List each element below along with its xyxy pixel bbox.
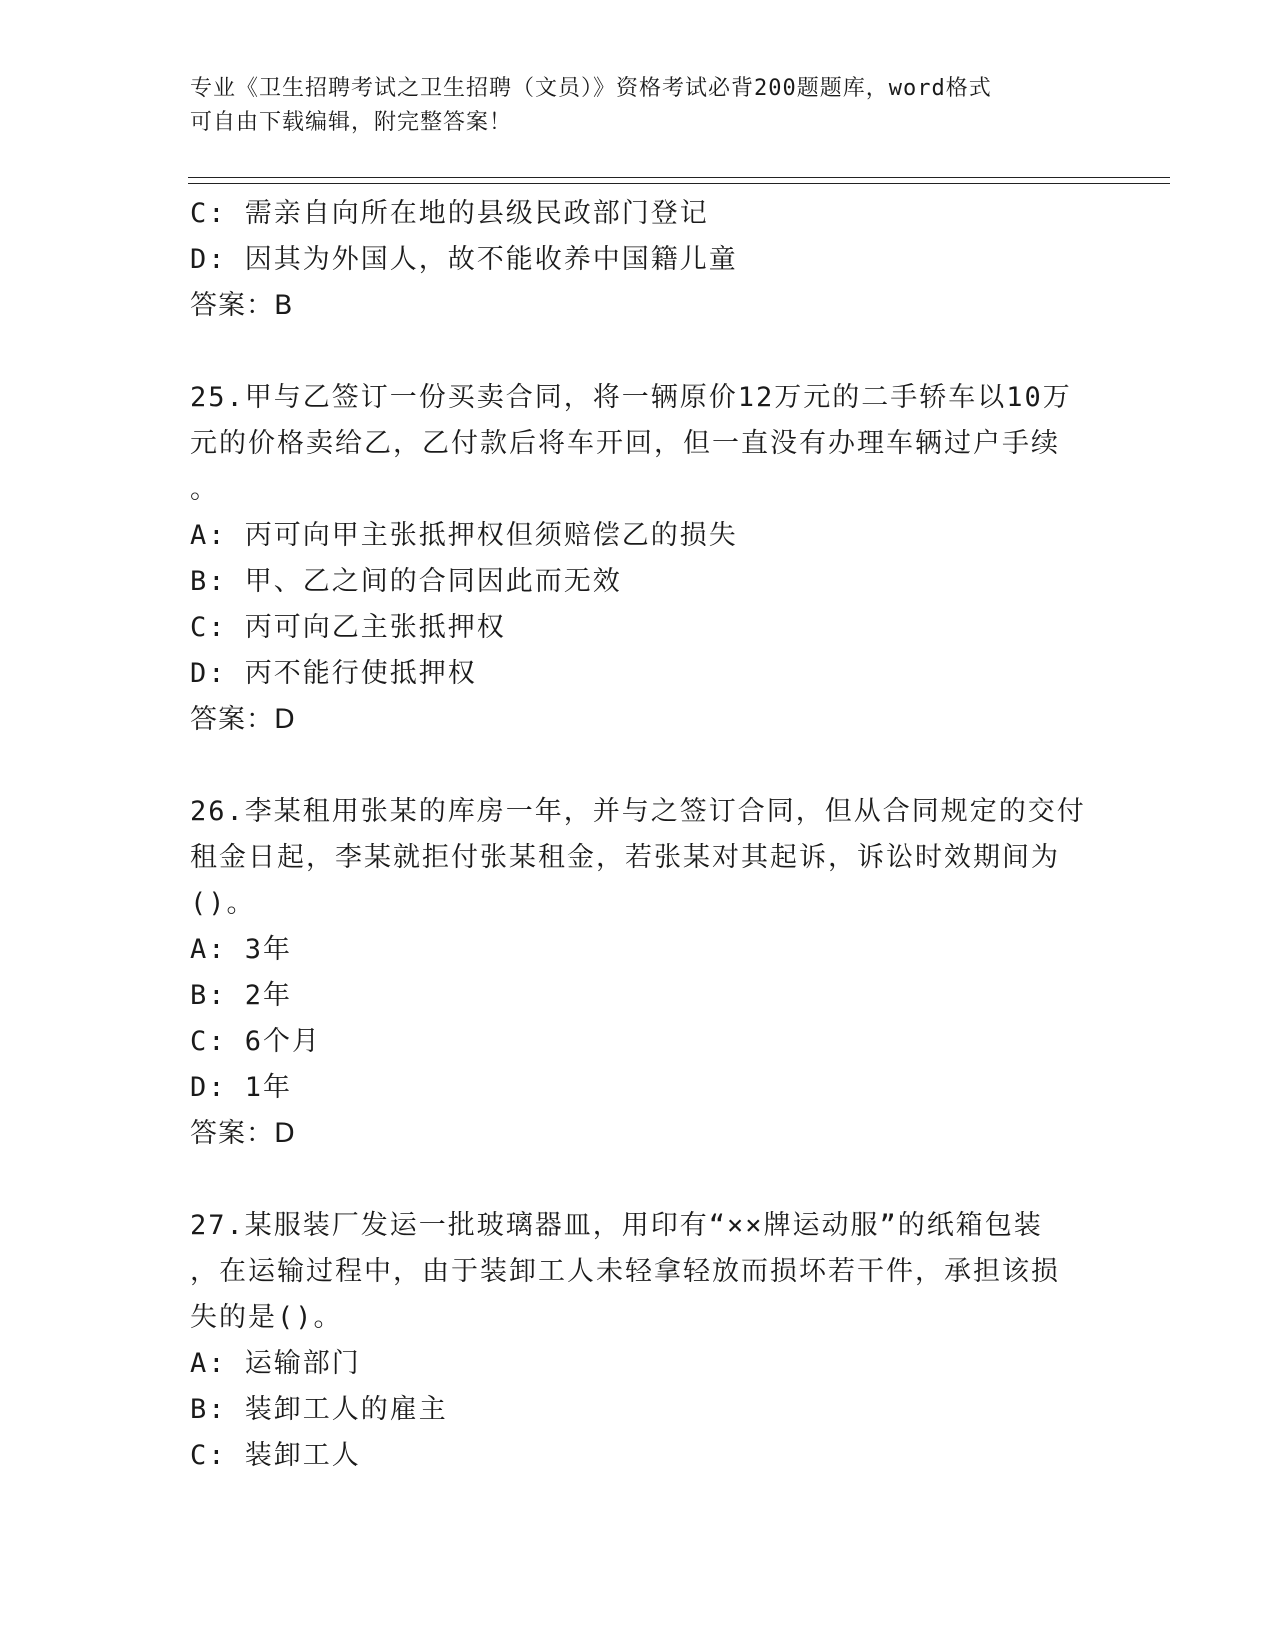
spacer (190, 1157, 1090, 1203)
question-stem-line: 26.李某租用张某的库房一年，并与之签订合同，但从合同规定的交付 (190, 796, 1086, 827)
spacer (190, 329, 1090, 375)
question-stem-line: 失的是()。 (190, 1302, 343, 1333)
question-stem-line: 元的价格卖给乙，乙付款后将车开回，但一直没有办理车辆过户手续 (190, 428, 1060, 459)
option-d: D: 丙不能行使抵押权 (190, 658, 477, 689)
answer-line: 答案：D (190, 1118, 296, 1149)
option-b: B: 甲、乙之间的合同因此而无效 (190, 566, 622, 597)
option-b: B: 2年 (190, 980, 293, 1011)
option-c: C: 需亲自向所在地的县级民政部门登记 (190, 198, 709, 229)
question-stem-line: 25.甲与乙签订一份买卖合同，将一辆原价12万元的二手轿车以10万 (190, 382, 1072, 413)
question-stem-line: ，在运输过程中，由于装卸工人未轻拿轻放而损坏若干件，承担该损 (190, 1256, 1060, 1287)
question-stem-line: 。 (190, 474, 219, 505)
header-divider-top (188, 177, 1170, 178)
option-c: C: 6个月 (190, 1026, 322, 1057)
header-line-1: 专业《卫生招聘考试之卫生招聘（文员）》资格考试必背200题题库，word格式 (190, 76, 992, 101)
option-c: C: 装卸工人 (190, 1440, 361, 1471)
option-a: A: 丙可向甲主张抵押权但须赔偿乙的损失 (190, 520, 738, 551)
option-d: D: 因其为外国人，故不能收养中国籍儿童 (190, 244, 738, 275)
question-stem-line: 租金日起，李某就拒付张某租金，若张某对其起诉，诉讼时效期间为 (190, 842, 1060, 873)
option-d: D: 1年 (190, 1072, 293, 1103)
option-a: A: 3年 (190, 934, 293, 965)
question-stem-line: 27.某服装厂发运一批玻璃器皿，用印有“××牌运动服”的纸箱包装 (190, 1210, 1043, 1241)
spacer (190, 743, 1090, 789)
header-divider-bottom (188, 183, 1170, 184)
question-25 (190, 375, 1090, 743)
option-c: C: 丙可向乙主张抵押权 (190, 612, 506, 643)
option-b: B: 装卸工人的雇主 (190, 1394, 448, 1425)
header-line-2: 可自由下载编辑，附完整答案！ (190, 110, 513, 135)
answer-line: 答案：D (190, 704, 296, 735)
question-list (190, 191, 1090, 1479)
question-26 (190, 789, 1090, 1157)
question-stem-line: ()。 (190, 888, 256, 919)
option-a: A: 运输部门 (190, 1348, 361, 1379)
question-27 (190, 1203, 1090, 1479)
answer-line: 答案：B (190, 290, 294, 321)
document-header (190, 72, 1090, 140)
